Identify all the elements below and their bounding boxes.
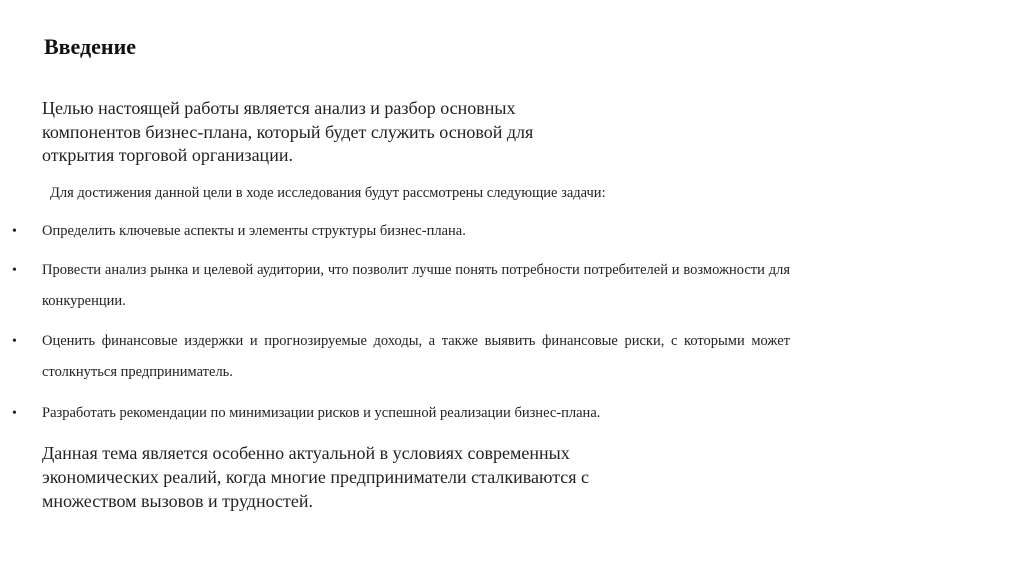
task-text: Определить ключевые аспекты и элементы структуры бизнес-плана.: [42, 223, 466, 239]
task-text: Оценить финансовые издержки и прогнозируемые доходы, а также выявить финансовые риски, с которыми может столкнуться предприниматель.: [42, 333, 790, 380]
slide-title: Введение: [44, 34, 137, 59]
task-text: Разработать рекомендации по минимизации рисков и успешной реализации бизнес-плана.: [42, 405, 601, 421]
bullet-icon: •: [12, 224, 17, 239]
tasks-lead-text: Для достижения данной цели в ходе исследования будут рассмотрены следующие задачи:: [50, 185, 606, 201]
bullet-icon: •: [12, 406, 17, 421]
bullet-icon: •: [12, 263, 17, 278]
closing-paragraph: Данная тема является особенно актуальной в условиях современных экономических реалий, когда многие предприниматели сталкиваются с множеством вызовов и трудностей.: [42, 443, 590, 511]
task-text: Провести анализ рынка и целевой аудитории, что позволит лучше понять потребности потребителей и возможности для конкуренции.: [42, 262, 790, 309]
intro-paragraph: Целью настоящей работы является анализ и разбор основных компонентов бизнес-плана, который будет служить основой для открытия торговой организации.: [42, 98, 534, 165]
bullet-icon: •: [12, 334, 17, 349]
